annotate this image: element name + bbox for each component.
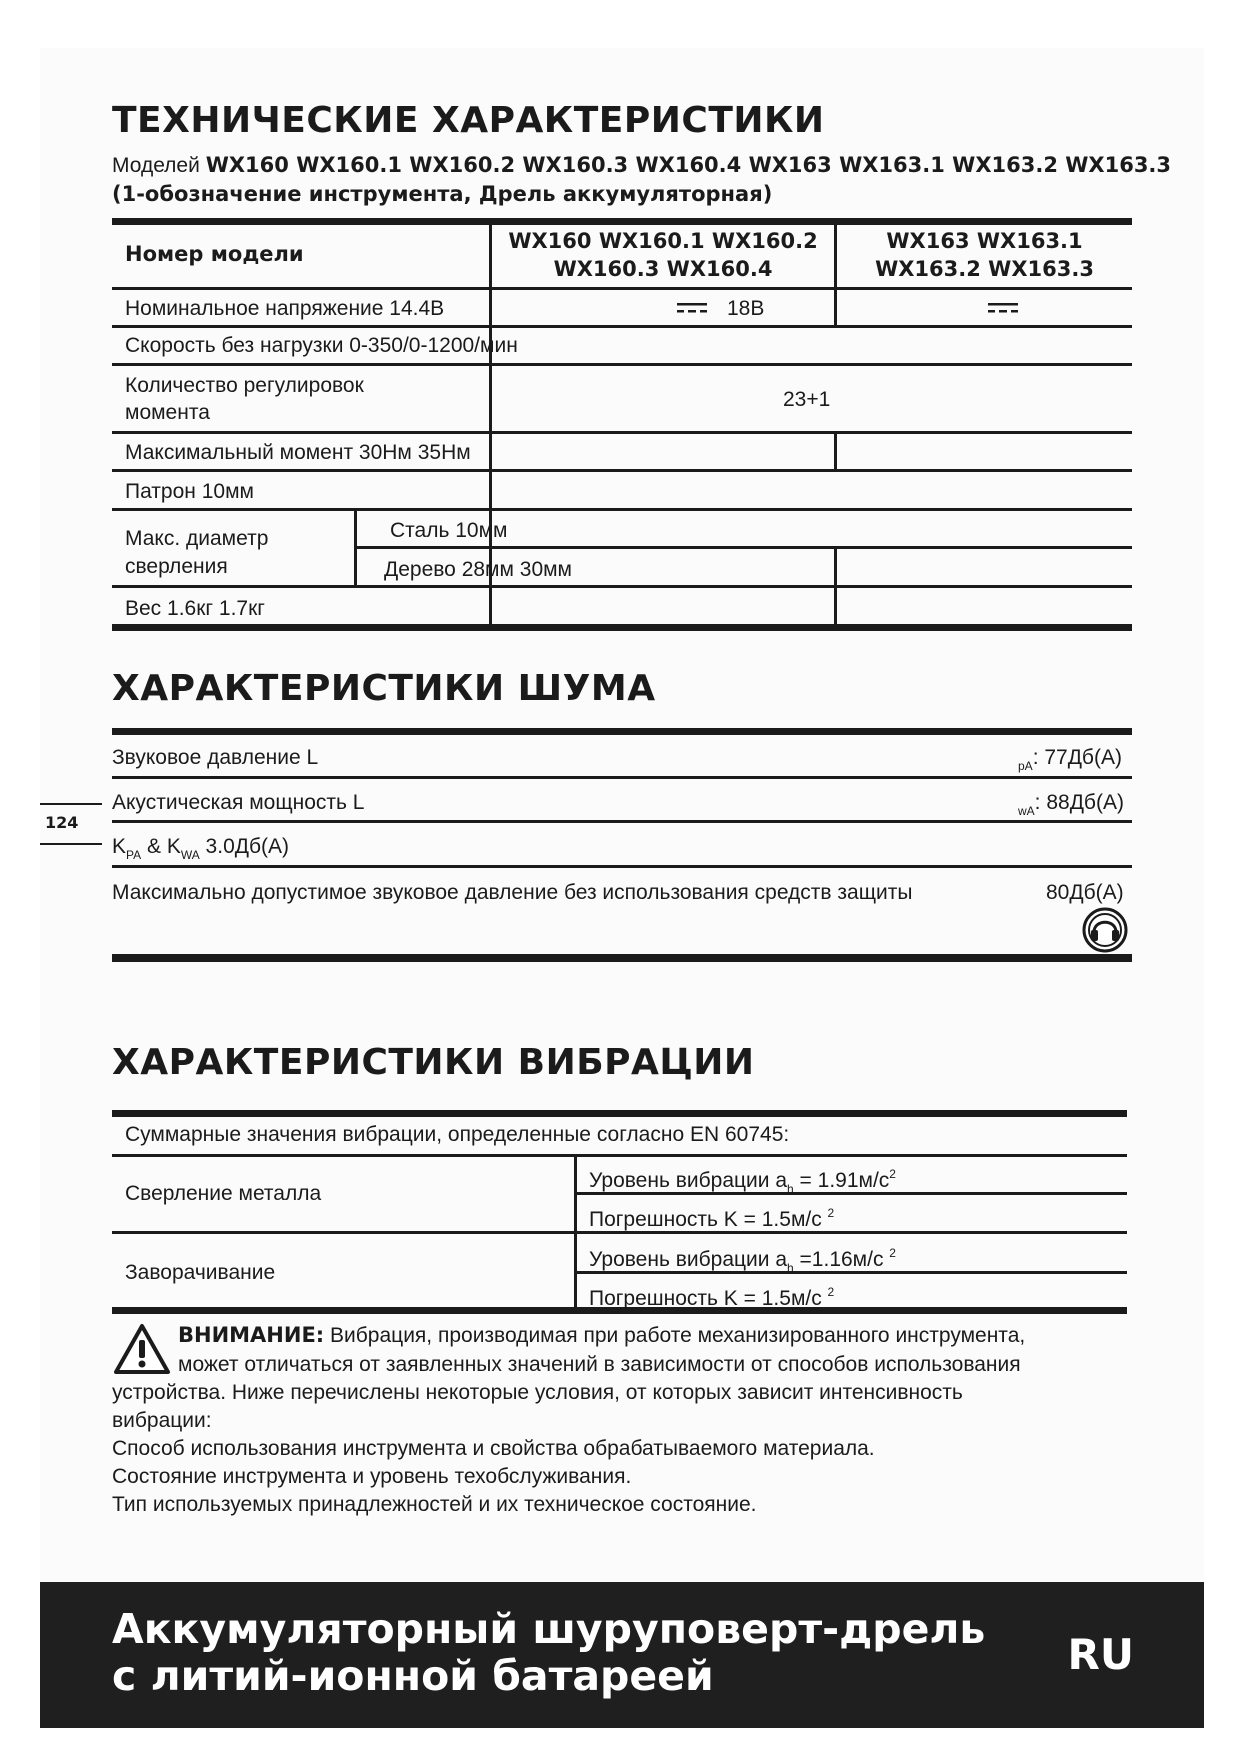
noise-rule	[112, 820, 1132, 823]
product-title-line2: с литий-ионной батареей	[112, 1652, 714, 1700]
warning-line-3: устройства. Ниже перечислены некоторые условия, от которых зависит интенсивность	[112, 1381, 963, 1404]
k-value: 3.0Дб(А)	[199, 835, 289, 858]
ear-protection-icon	[1082, 907, 1128, 958]
torque-settings-label-line1: Количество регулировок	[125, 374, 364, 397]
footer-banner	[40, 1582, 1204, 1728]
spec-section-title: ТЕХНИЧЕСКИЕ ХАРАКТЕРИСТИКИ	[112, 100, 825, 141]
k-subscript-wa: WA	[180, 848, 200, 862]
model-group-1-line2: WX160.3 WX160.4	[553, 257, 773, 281]
uncertainty-superscript: 2	[827, 1206, 835, 1220]
sound-power-subscript: wA	[1018, 804, 1035, 818]
screwdriving-label: Заворачивание	[125, 1261, 276, 1284]
k-uncertainty	[112, 833, 289, 869]
drill-diameter-label-line1: Макс. диаметр	[125, 527, 269, 550]
max-torque-label: Максимальный момент 30Нм 35Нм	[125, 441, 471, 464]
k-symbol: K	[112, 835, 127, 858]
speed-label: Скорость без нагрузки 0-350/0-1200/мин	[125, 334, 518, 357]
sound-power-number: : 88Дб(А)	[1034, 791, 1124, 814]
torque-settings-label-line2: момента	[125, 401, 210, 424]
model-group-2-line2: WX163.2 WX163.3	[875, 257, 1094, 281]
models-list: WX160 WX160.1 WX160.2 WX160.3 WX160.4 WX163 WX163.1 WX163.2 WX163.3	[205, 153, 1172, 177]
warning-line-1	[178, 1322, 1025, 1349]
uncertainty-superscript: 2	[827, 1285, 835, 1299]
sound-pressure-label: Звуковое давление L	[112, 746, 319, 769]
dc-current-icon	[677, 300, 707, 321]
noise-rule	[112, 776, 1132, 779]
vibration-level-superscript: 2	[889, 1246, 896, 1260]
chuck-label: Патрон 10мм	[125, 480, 254, 503]
warning-line-7: Тип используемых принадлежностей и их техническое состояние.	[112, 1493, 757, 1516]
vibration-top-border	[112, 1110, 1127, 1117]
vibration-column-divider	[574, 1154, 577, 1310]
drilling-metal-label: Сверление металла	[125, 1182, 322, 1205]
product-title	[112, 1606, 985, 1700]
vibration-level-text: Уровень вибрации a	[589, 1248, 788, 1271]
table-column-divider	[354, 508, 357, 588]
vibration-intro: Суммарные значения вибрации, определенные согласно EN 60745:	[125, 1123, 790, 1146]
language-code: RU	[1067, 1630, 1134, 1679]
noise-top-border	[112, 728, 1132, 735]
warning-label: ВНИМАНИЕ:	[178, 1323, 325, 1347]
sound-pressure-subscript: pA	[1018, 759, 1033, 773]
torque-settings-value: 23+1	[783, 388, 831, 411]
k-subscript-pa: PA	[126, 848, 142, 862]
sound-power-label: Акустическая мощность L	[112, 791, 365, 814]
page-number-rule	[40, 843, 102, 845]
table-column-divider	[834, 546, 837, 627]
model-group-2-line1: WX163 WX163.1	[886, 229, 1083, 253]
warning-text: Вибрация, производимая при работе механизированного инструмента,	[324, 1324, 1026, 1347]
weight-label: Вес 1.6кг 1.7кг	[125, 597, 265, 620]
table-rule	[112, 508, 1132, 511]
page-number-rule	[40, 803, 102, 805]
model-number-header: Номер модели	[125, 242, 304, 266]
models-line	[112, 152, 1171, 179]
k-symbol-2: & K	[141, 835, 181, 858]
table-rule	[112, 325, 1132, 328]
drill-diameter-label-line2: сверления	[125, 555, 228, 578]
vibration-level-text: Уровень вибрации a	[589, 1169, 788, 1192]
warning-line-4: вибрации:	[112, 1409, 212, 1432]
warning-line-2: может отличаться от заявленных значений в зависимости от способов использования	[178, 1353, 1021, 1376]
max-sound-pressure-label: Максимально допустимое звуковое давление без использования средств защиты	[112, 881, 913, 904]
vibration-level-superscript: 2	[889, 1167, 896, 1181]
vibration-level-value: = 1.91м/с	[793, 1169, 890, 1192]
uncertainty-text: Погрешность K = 1.5м/с	[589, 1208, 828, 1231]
voltage-label: Номинальное напряжение 14.4В	[125, 297, 445, 320]
table-top-border	[112, 218, 1132, 225]
vibration-rule	[112, 1154, 1127, 1157]
sound-power-value	[1018, 789, 1124, 825]
vibration-level-value: =1.16м/с	[793, 1248, 890, 1271]
sound-pressure-number: : 77Дб(А)	[1032, 746, 1122, 769]
models-prefix: Моделей	[112, 154, 200, 177]
noise-bottom-border	[112, 954, 1132, 962]
uncertainty-text: Погрешность K = 1.5м/с	[589, 1287, 828, 1310]
warning-line-6: Состояние инструмента и уровень техобслуживания.	[112, 1465, 632, 1488]
voltage-value-col1: 18В	[727, 297, 765, 320]
product-title-line1: Аккумуляторный шуруповерт-дрель	[112, 1605, 986, 1653]
screwdriving-uncertainty	[589, 1279, 834, 1312]
screwdriving-vibration-level	[589, 1240, 896, 1282]
vibration-section-title: ХАРАКТЕРИСТИКИ ВИБРАЦИИ	[112, 1042, 755, 1083]
warning-line-5: Способ использования инструмента и свойства обрабатываемого материала.	[112, 1437, 875, 1460]
table-bottom-border	[112, 624, 1132, 631]
vibration-level-subscript: h	[787, 1261, 794, 1275]
table-rule	[354, 546, 1132, 549]
dc-current-icon	[988, 300, 1018, 321]
table-column-divider	[834, 431, 837, 471]
table-rule	[112, 363, 1132, 366]
sound-pressure-value	[1018, 744, 1122, 780]
drilling-metal-uncertainty	[589, 1200, 834, 1233]
page-number: 124	[45, 813, 79, 832]
drilling-metal-vibration-level	[589, 1161, 896, 1203]
warning-icon	[112, 1322, 172, 1381]
max-sound-pressure-value: 80Дб(А)	[1046, 881, 1124, 904]
table-rule	[112, 287, 1132, 290]
noise-section-title: ХАРАКТЕРИСТИКИ ШУМА	[112, 668, 656, 709]
vibration-level-subscript: h	[787, 1182, 794, 1196]
table-rule	[112, 585, 1132, 588]
model-group-1-line1: WX160 WX160.1 WX160.2	[508, 229, 818, 253]
table-rule	[112, 469, 1132, 472]
table-rule	[112, 431, 1132, 434]
wood-capacity: Дерево 28мм 30мм	[384, 558, 572, 581]
spec-subtitle: (1-обозначение инструмента, Дрель аккумуляторная)	[112, 182, 773, 206]
steel-capacity: Сталь 10мм	[390, 519, 508, 542]
